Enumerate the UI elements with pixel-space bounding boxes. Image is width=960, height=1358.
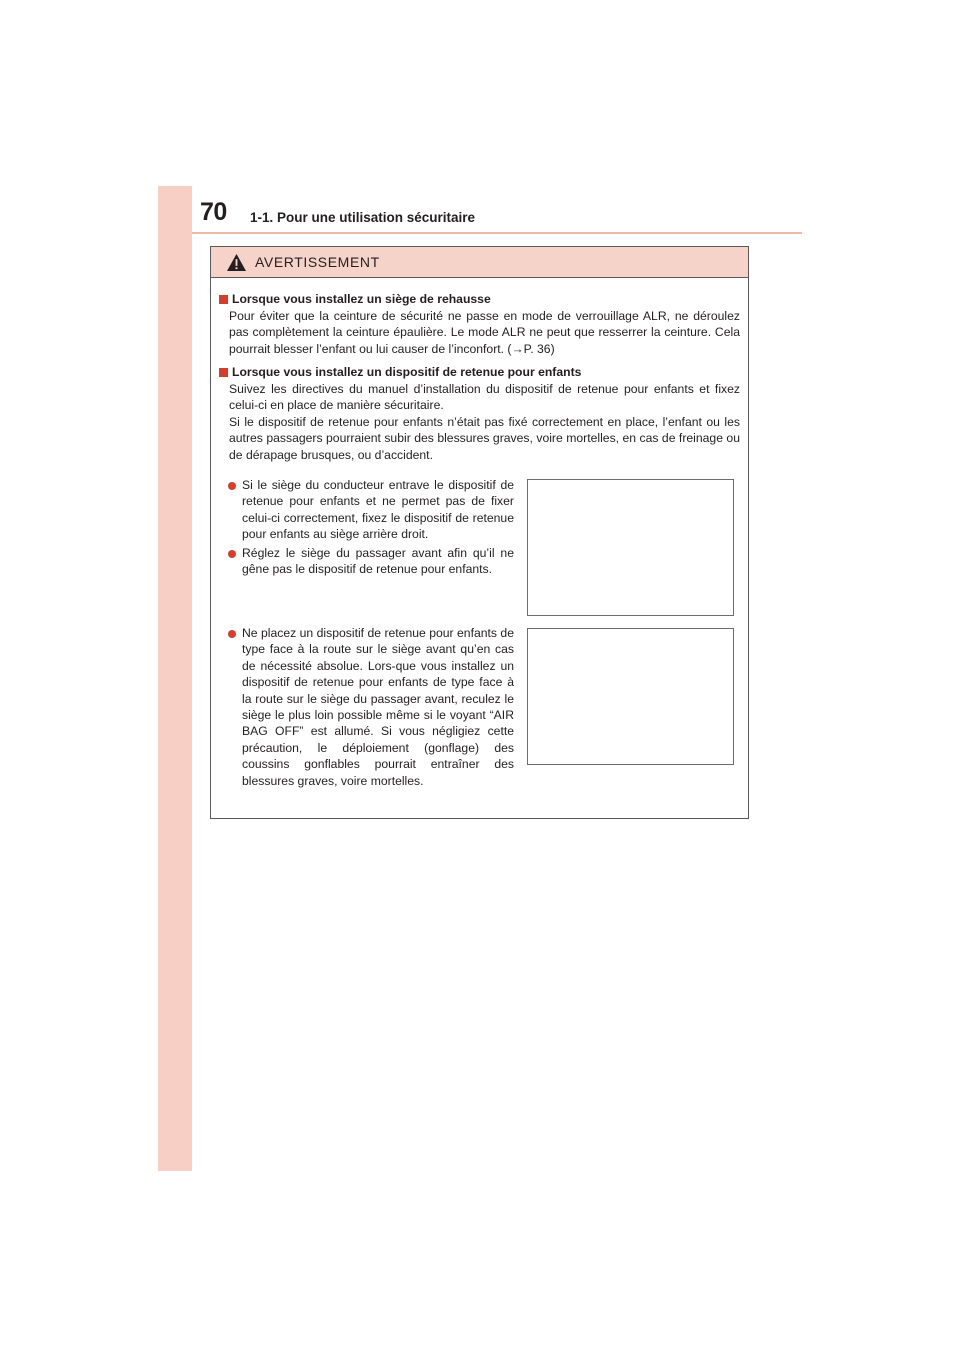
section-heading [219, 364, 740, 381]
section-heading-text: Lorsque vous installez un dispositif de retenue pour enfants [232, 365, 582, 379]
square-bullet-icon [219, 295, 228, 304]
section-paragraph: Si le dispositif de retenue pour enfants n’était pas fixé correctement en place, l’enfant ou les autres passagers pourraient subir des blessures graves, voire mortelles, en cas de freinage ou de dérapage brusques, ou d’accident. [229, 414, 740, 462]
page-number: 70 [200, 198, 227, 226]
section-child-restraint [219, 364, 740, 463]
illustration-placeholder [527, 479, 734, 616]
header-rule [192, 232, 802, 234]
round-bullet-icon [228, 550, 236, 558]
section-title: 1-1. Pour une utilisation sécuritaire [250, 210, 476, 225]
bullet-item [228, 625, 514, 789]
round-bullet-icon [228, 630, 236, 638]
bullet-text: Réglez le siège du passager avant afin qu’il ne gêne pas le dispositif de retenue pour enfants. [242, 546, 514, 577]
illustration-placeholder [527, 628, 734, 765]
section-body [229, 308, 740, 358]
bullet-text: Si le siège du conducteur entrave le dispositif de retenue pour enfants et ne permet pas de fixer celui-ci correctement, fixez le dispositif de retenue pour enfants au siège arrière droit. [242, 478, 514, 542]
section-paragraph: Pour éviter que la ceinture de sécurité ne passe en mode de verrouillage ALR, ne déroulez pas complètement la ceinture épaulière. Le mode ALR ne peut que resserrer la ceinture. Cela pourrait blesser l’enfant ou lui causer de l’inconfort. (→P. 36) [229, 308, 740, 356]
section-heading [219, 291, 740, 308]
section-paragraph: Suivez les directives du manuel d’installation du dispositif de retenue pour enfants et fixez celui-ci en place de manière sécuritaire. [229, 381, 740, 412]
warning-triangle-icon [226, 253, 247, 272]
bullet-item [228, 545, 514, 578]
section-booster-seat [219, 291, 740, 357]
warning-box [210, 246, 749, 819]
section-body [229, 381, 740, 464]
bullet-text: Ne placez un dispositif de retenue pour enfants de type face à la route sur le siège avant qu’en cas de nécessité absolue. Lors-que vous installez un dispositif de retenue pour enfants de type face à la route sur le siège du passager avant, reculez le siège le plus loin possible même si le voyant “AIR BAG OFF” est allumé. Si vous négligiez cette précaution, le déploiement (gonflage) des coussins gonflables pourrait entraîner des blessures graves, voire mortelles. [242, 626, 514, 788]
side-color-band [158, 186, 192, 1171]
round-bullet-icon [228, 482, 236, 490]
warning-title: AVERTISSEMENT [255, 254, 380, 270]
warning-header [211, 247, 748, 278]
bullet-item [228, 477, 514, 543]
section-heading-text: Lorsque vous installez un siège de rehausse [232, 292, 491, 306]
square-bullet-icon [219, 368, 228, 377]
